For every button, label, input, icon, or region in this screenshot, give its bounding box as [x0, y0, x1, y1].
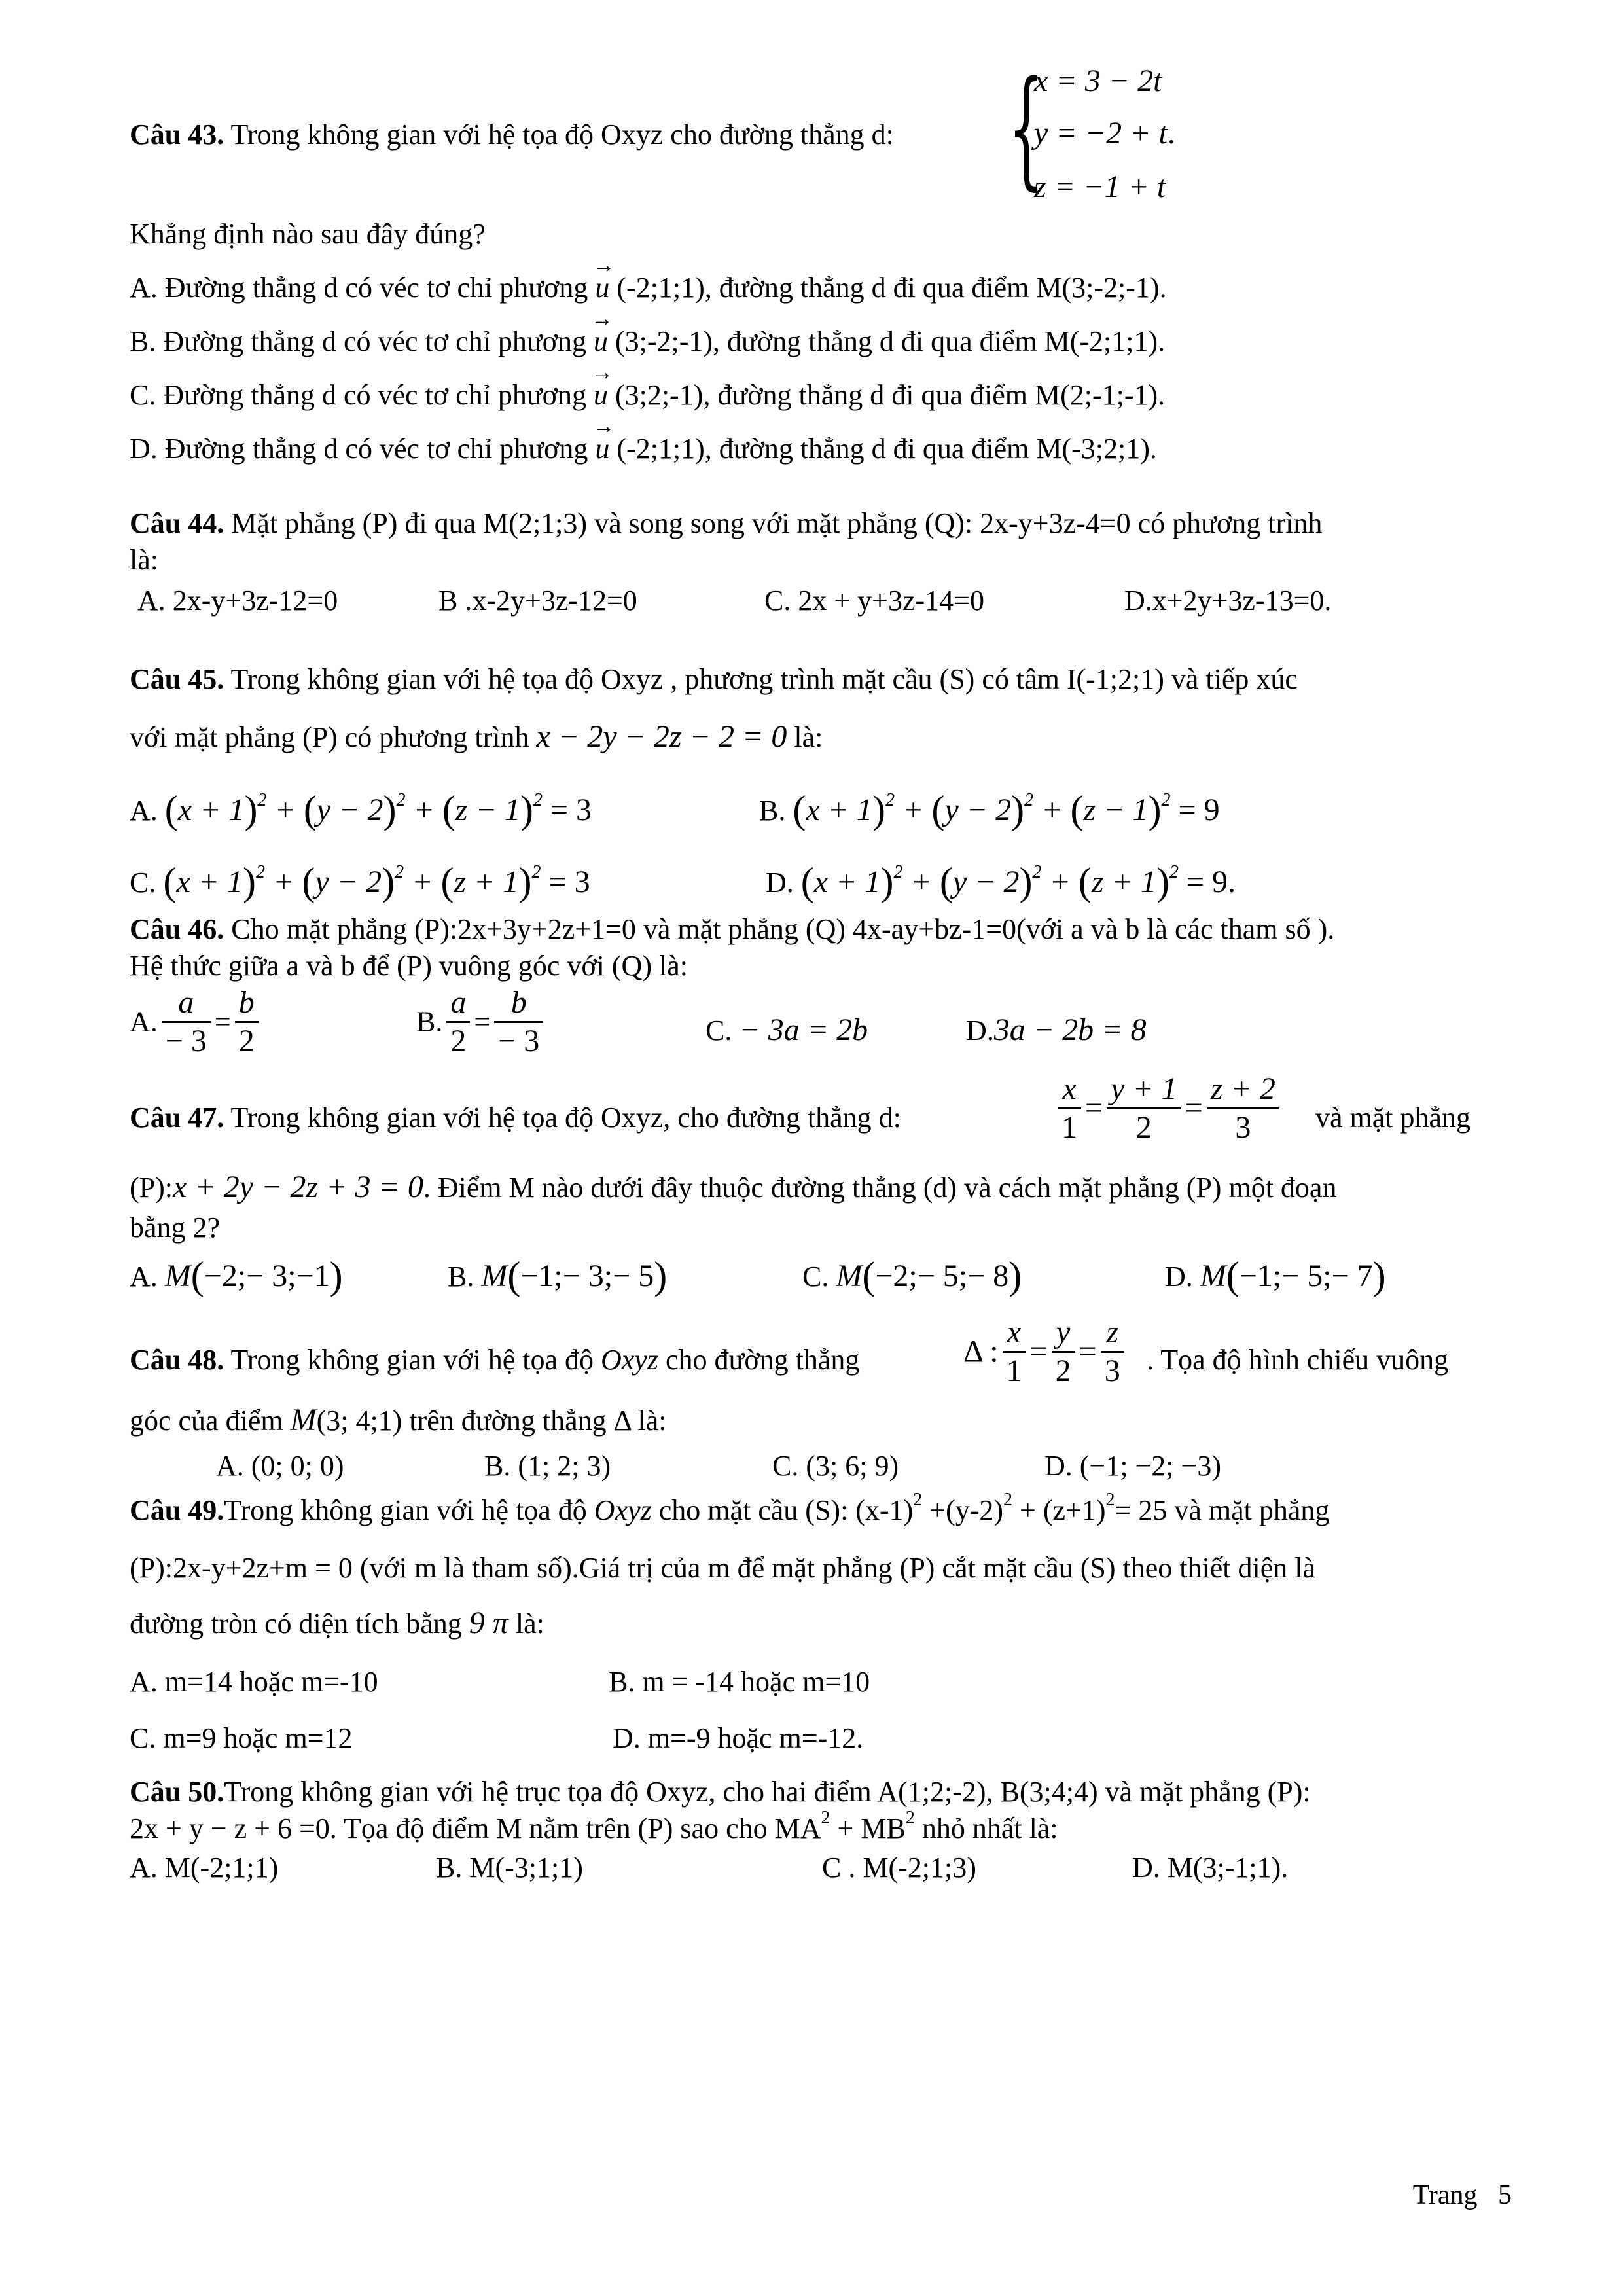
q48-f2-den: 2: [1055, 1354, 1071, 1388]
q47-option-b-point: −1;− 3;− 5: [520, 1259, 654, 1293]
q50-label: Câu 50.: [130, 1776, 224, 1808]
q47-stem-after: và mặt phẳng: [1315, 1102, 1471, 1134]
q43-eq-2-text: y = −2 + t: [1034, 116, 1168, 151]
q46-option-d-expr: 3a − 2b = 8: [993, 1013, 1147, 1047]
q49-option-b[interactable]: B. m = -14 hoặc m=10: [609, 1666, 870, 1698]
q48-option-c[interactable]: C. (3; 6; 9): [772, 1450, 899, 1482]
q47-stem-2a: (P):: [130, 1172, 173, 1204]
q45-c-rhs: = 3: [548, 865, 590, 899]
q47-option-d-point: −1;− 5;− 7: [1239, 1259, 1373, 1293]
q44-option-c[interactable]: C. 2x + y+3z-14=0: [764, 584, 984, 617]
q43-option-c[interactable]: [130, 377, 1165, 414]
q45-b-sign: −: [1103, 793, 1125, 827]
q45-option-c-label: C.: [130, 867, 156, 899]
q44-option-d[interactable]: D.x+2y+3z-13=0.: [1124, 584, 1332, 617]
q46-option-d[interactable]: [966, 1012, 1147, 1049]
q48-stem-2b: trên đường thẳng Δ là:: [409, 1405, 667, 1437]
q45-text: Trong không gian với hệ tọa độ Oxyz , phương trình mặt cầu (S) có tâm I(-1;2;1) và tiếp xúc: [230, 663, 1298, 695]
q48-text-b: cho đường thẳng: [665, 1344, 860, 1376]
q47-stem-3: bằng 2?: [130, 1211, 221, 1244]
page-number: 5: [1498, 2180, 1512, 2210]
q49-stem: [130, 1492, 1329, 1529]
q49-oxyz: Oxyz: [594, 1494, 652, 1526]
q43-system: [1008, 54, 1204, 215]
q47-f2-num: y + 1: [1107, 1071, 1181, 1109]
q49-option-a[interactable]: A. m=14 hoặc m=-10: [130, 1666, 378, 1698]
q48-stem-2: [130, 1402, 666, 1439]
q45-stem-2a: với mặt phẳng (P) có phương trình: [130, 721, 537, 753]
q46-a-den2: 2: [238, 1024, 255, 1058]
q43-option-d[interactable]: [130, 431, 1157, 467]
q49-text-a: Trong không gian với hệ tọa độ: [224, 1494, 587, 1526]
q50-option-d[interactable]: D. M(3;-1;1).: [1132, 1852, 1289, 1884]
q47-line-eq: $\frac{x}{1}$ = $\frac{y + 1}{2}$ = $\frac{z + 2}{3}$: [1054, 1073, 1283, 1149]
q46-option-c-label: C.: [705, 1014, 732, 1047]
vector-u-icon: → u: [594, 323, 608, 360]
q47-option-b-label: B.: [448, 1261, 474, 1293]
q46-option-c[interactable]: [705, 1012, 868, 1049]
q46-b-den2: − 3: [498, 1024, 540, 1058]
vector-u-icon: → u: [595, 431, 609, 467]
q47-text: Trong không gian với hệ tọa độ Oxyz, cho đường thẳng d:: [230, 1102, 901, 1134]
q45-label: Câu 45.: [130, 663, 224, 695]
q49-text-b: cho mặt cầu (S): (x-1): [658, 1494, 914, 1526]
q47-f1-den: 1: [1061, 1110, 1077, 1145]
vector-u-icon: → u: [595, 270, 609, 306]
q49-sq-1: 2: [913, 1490, 923, 1510]
q46-option-b-label: B.: [416, 1005, 443, 1038]
q48-stem: [130, 1342, 859, 1378]
q43-option-c-pre: C. Đường thẳng d có véc tơ chỉ phương: [130, 379, 594, 411]
q45-a-rhs: = 3: [550, 793, 592, 827]
q43-period: .: [1167, 116, 1175, 151]
q44-text: Mặt phẳng (P) đi qua M(2;1;3) và song song với mặt phẳng (Q): 2x-y+3z-4=0 có phương trình: [231, 507, 1323, 539]
q43-option-a-post: (-2;1;1), đường thẳng d đi qua điểm M(3;-2;-1).: [616, 272, 1167, 304]
q43-option-d-pre: D. Đường thẳng d có véc tơ chỉ phương: [130, 433, 596, 465]
q49-t4: = 25 và mặt phẳng: [1115, 1494, 1330, 1526]
q49-sq-3: 2: [1105, 1490, 1115, 1510]
q50-sq-2: 2: [905, 1808, 915, 1828]
q46-text: Cho mặt phẳng (P):2x+3y+2z+1=0 và mặt phẳng (Q) 4x-ay+bz-1=0(với a và b là các tham số ).: [231, 913, 1335, 945]
q46-a-num1: a: [162, 984, 211, 1023]
q45-option-d-label: D.: [766, 867, 794, 899]
q46-b-num2: b: [494, 984, 543, 1023]
vector-u-icon: → u: [594, 377, 608, 414]
q47-f3-den: 3: [1235, 1110, 1251, 1145]
q49-pi: 9 π: [469, 1605, 508, 1640]
page-footer: [1413, 2179, 1512, 2211]
q43-eq-3: z = −1 + t: [1034, 170, 1166, 204]
q50-sq-1: 2: [821, 1808, 830, 1828]
q45-b-rhs: = 9: [1178, 793, 1220, 827]
q47-stem-2: [130, 1169, 1336, 1206]
q45-option-b-label: B.: [759, 795, 786, 827]
q43-stem: [130, 117, 894, 153]
q49-label: Câu 49.: [130, 1494, 224, 1526]
q47-option-c-point: −2;− 5;− 8: [875, 1259, 1009, 1293]
q48-option-b[interactable]: B. (1; 2; 3): [484, 1450, 611, 1482]
q46-option-a[interactable]: A. $\frac{a}{- 3}$ = $\frac{b}{2}$: [130, 987, 262, 1062]
q45-stem-2b: là:: [787, 721, 823, 753]
q48-f1-num: x: [1003, 1314, 1026, 1353]
q45-option-b[interactable]: B. $(x + 1)^2 + (y - 2)^2 + (z - 1)^2 = 9$: [759, 788, 1220, 831]
q45-a-sign: −: [475, 793, 497, 827]
q48-f1-den: 1: [1006, 1354, 1022, 1388]
q49-stem-2: (P):2x-y+2z+m = 0 (với m là tham số).Giá trị của m để mặt phẳng (P) cắt mặt cầu (S) theo thiết diện là: [130, 1552, 1316, 1584]
q46-stem-2: Hệ thức giữa a và b để (P) vuông góc với (Q) là:: [130, 950, 688, 982]
q48-option-d[interactable]: D. (−1; −2; −3): [1044, 1450, 1221, 1482]
q47-option-a-label: A.: [130, 1261, 158, 1293]
q45-c-sign: +: [474, 865, 495, 899]
q46-a-den1: − 3: [165, 1024, 207, 1058]
q47-stem-2b: . Điểm M nào dưới đây thuộc đường thẳng (d) và cách mặt phẳng (P) một đoạn: [423, 1172, 1337, 1204]
q49-t2: +(y-2): [922, 1494, 1004, 1526]
q49-option-d[interactable]: D. m=-9 hoặc m=-12.: [613, 1722, 864, 1754]
q47-option-a-point: −2;− 3;−1: [204, 1259, 330, 1293]
q46-b-den1: 2: [450, 1024, 467, 1058]
q47-f3-num: z + 2: [1207, 1071, 1279, 1109]
q48-coords: (3; 4;1): [316, 1405, 402, 1437]
q50-stem-2b: + MB: [830, 1812, 906, 1844]
q50-option-a[interactable]: A. M(-2;1;1): [130, 1852, 279, 1884]
q46-b-num1: a: [446, 984, 470, 1023]
q44-stem-2: là:: [130, 544, 158, 576]
q48-oxyz: Oxyz: [600, 1344, 658, 1376]
q48-point: M: [290, 1403, 317, 1437]
q49-option-c[interactable]: C. m=9 hoặc m=12: [130, 1722, 353, 1754]
q45-option-c[interactable]: C. $(x + 1)^2 + (y - 2)^2 + (z + 1)^2 = 3$: [130, 860, 590, 903]
q50-option-b[interactable]: B. M(-3;1;1): [436, 1852, 583, 1884]
q46-stem: [130, 911, 1334, 948]
q43-eq-2: [1034, 115, 1175, 152]
q48-f2-num: y: [1052, 1314, 1075, 1353]
q43-eq-1: x = 3 − 2t: [1034, 63, 1162, 98]
q48-f3-num: z: [1101, 1314, 1124, 1353]
q45-option-a-label: A.: [130, 795, 158, 827]
q50-option-c[interactable]: C . M(-2;1;3): [822, 1852, 976, 1884]
q50-stem-2c: nhỏ nhất là:: [914, 1812, 1058, 1844]
q48-delta: Δ :: [963, 1334, 999, 1369]
q49-stem-3: [130, 1605, 544, 1642]
q44-stem: [130, 505, 1322, 542]
q48-f3-den: 3: [1104, 1354, 1120, 1388]
q45-stem-2: [130, 719, 823, 756]
q46-option-b[interactable]: B. $\frac{a}{2}$ = $\frac{b}{- 3}$: [416, 987, 547, 1062]
q47-f2-den: 2: [1135, 1110, 1152, 1145]
q49-stem-3b: là:: [515, 1607, 544, 1640]
q44-option-a[interactable]: A. 2x-y+3z-12=0: [137, 584, 338, 617]
q43-option-a-pre: A. Đường thẳng d có véc tơ chỉ phương: [130, 272, 596, 304]
q43-brace: {: [1008, 54, 1045, 203]
q45-plane-eq: x − 2y − 2z − 2 = 0: [536, 719, 787, 754]
q43-option-b-post: (3;-2;-1), đường thẳng d đi qua điểm M(-2;1;1).: [615, 325, 1166, 357]
q43-option-b-pre: B. Đường thẳng d có véc tơ chỉ phương: [130, 325, 594, 357]
q47-option-d[interactable]: D. M(−1;− 5;− 7): [1165, 1254, 1386, 1297]
q45-stem: [130, 661, 1298, 698]
q48-stem-2a: góc của điểm: [130, 1405, 283, 1437]
q49-t3: + (z+1): [1012, 1494, 1106, 1526]
q49-stem-3a: đường tròn có diện tích bằng: [130, 1607, 462, 1640]
q47-option-c[interactable]: C. M(−2;− 5;− 8): [802, 1254, 1022, 1297]
q47-plane-eq: x + 2y − 2z + 3 = 0: [173, 1170, 423, 1204]
q43-text: Trong không gian với hệ tọa độ Oxyz cho đường thẳng d:: [230, 118, 894, 151]
q46-a-num2: b: [235, 984, 259, 1023]
q50-stem-2a: 2x + y − z + 6 =0. Tọa độ điểm M nằm trên (P) sao cho MA: [130, 1812, 821, 1844]
q50-stem-2: [130, 1810, 1058, 1847]
q47-stem: [130, 1100, 901, 1136]
q47-option-c-label: C.: [802, 1261, 829, 1293]
footer-label: Trang: [1412, 2180, 1478, 2210]
q45-option-d[interactable]: D. $(x + 1)^2 + (y - 2)^2 + (z + 1)^2 = 9$.: [766, 860, 1236, 903]
q46-option-d-label: D.: [966, 1014, 994, 1047]
q44-label: Câu 44.: [130, 507, 224, 539]
q45-option-a[interactable]: A. $(x + 1)^2 + (y - 2)^2 + (z - 1)^2 = 3$: [130, 788, 592, 831]
q45-d-sign: +: [1111, 865, 1133, 899]
q47-f1-num: x: [1058, 1071, 1081, 1109]
q43-option-b[interactable]: [130, 323, 1165, 360]
q48-line-eq: Δ : $\frac{x}{1}$ = $\frac{y}{2}$ = $\frac{z}{3}$: [963, 1317, 1128, 1392]
q43-prompt: Khẳng định nào sau đây đúng?: [130, 218, 486, 250]
q48-label: Câu 48.: [130, 1344, 224, 1376]
q43-option-d-post: (-2;1;1), đường thẳng d đi qua điểm M(-3;2;1).: [616, 433, 1157, 465]
q50-text: Trong không gian với hệ trục tọa độ Oxyz, cho hai điểm A(1;2;-2), B(3;4;4) và mặt phẳng (P):: [224, 1776, 1311, 1808]
q43-option-c-post: (3;2;-1), đường thẳng d đi qua điểm M(2;-1;-1).: [615, 379, 1166, 411]
q46-label: Câu 46.: [130, 913, 224, 945]
q46-option-c-expr: − 3a = 2b: [739, 1013, 868, 1047]
q46-option-a-label: A.: [130, 1005, 158, 1038]
q47-option-a[interactable]: A. M(−2;− 3;−1): [130, 1254, 343, 1297]
q50-stem: [130, 1774, 1311, 1810]
q47-option-b[interactable]: B. M(−1;− 3;− 5): [448, 1254, 668, 1297]
q49-sq-2: 2: [1003, 1490, 1013, 1510]
q47-label: Câu 47.: [130, 1102, 224, 1134]
q44-option-b[interactable]: B .x-2y+3z-12=0: [438, 584, 637, 617]
q48-text: Trong không gian với hệ tọa độ: [230, 1344, 594, 1376]
q43-option-a[interactable]: [130, 270, 1167, 306]
q48-stem-after: . Tọa độ hình chiếu vuông: [1147, 1344, 1449, 1376]
q47-option-d-label: D.: [1165, 1261, 1193, 1293]
q48-option-a[interactable]: A. (0; 0; 0): [216, 1450, 344, 1482]
q43-label: Câu 43.: [130, 118, 224, 151]
q45-d-rhs: = 9.: [1186, 865, 1236, 899]
